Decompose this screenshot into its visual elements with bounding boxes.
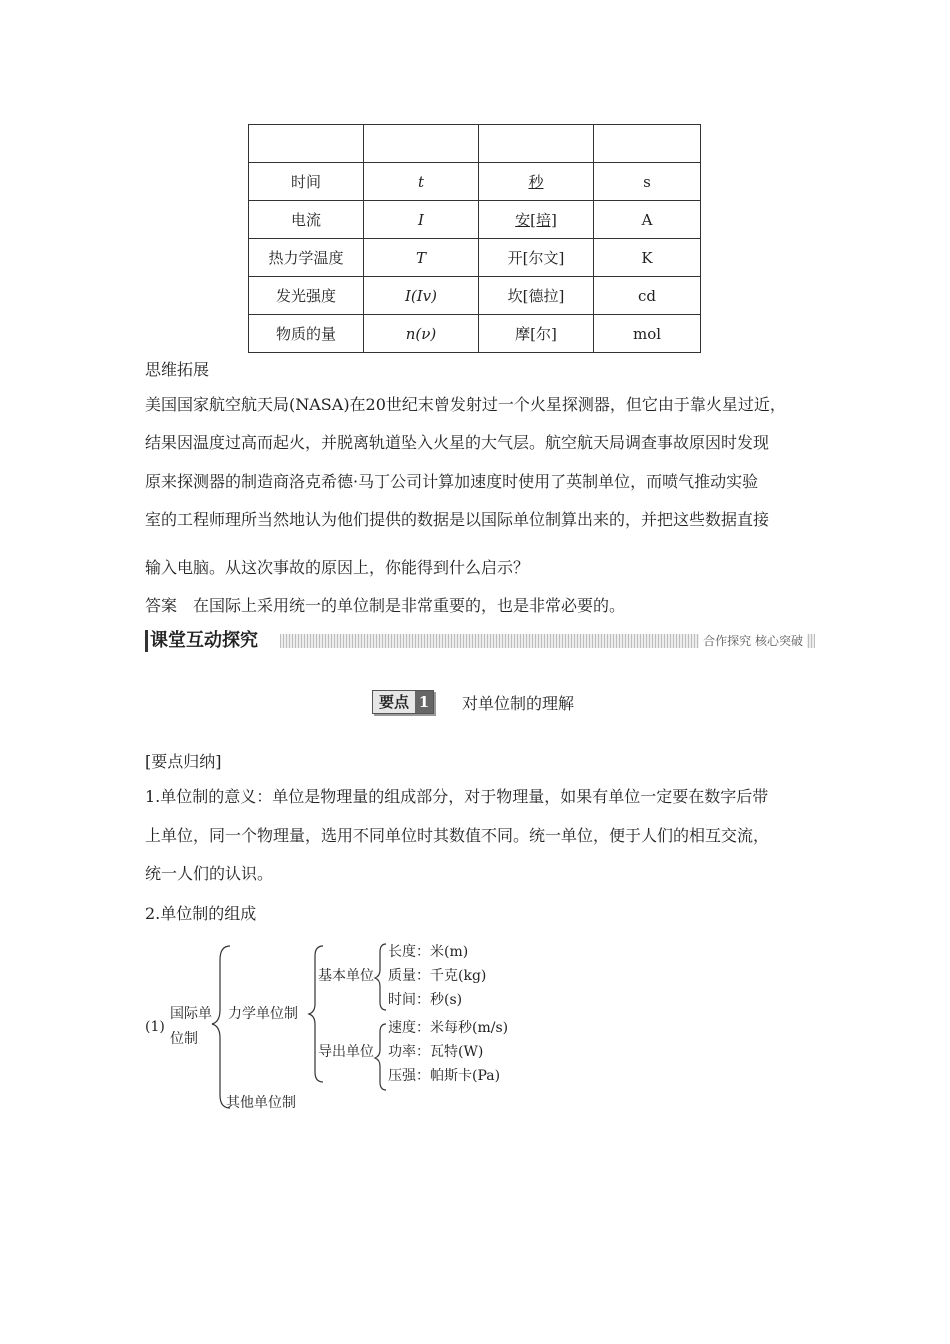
section-banner — [145, 630, 815, 652]
tree-index: (1) — [145, 1019, 165, 1035]
tree-root-line1: 国际单 — [170, 1006, 212, 1022]
table-cell — [364, 125, 479, 163]
point-badge — [372, 690, 434, 714]
table-cell: 物质的量 — [249, 315, 364, 353]
units-table — [248, 124, 701, 353]
table-cell: K — [594, 239, 701, 277]
table-cell — [594, 125, 701, 163]
tree-leaf: 压强：帕斯卡(Pa) — [388, 1068, 501, 1084]
thinking-heading: 思维拓展 — [145, 360, 210, 379]
paragraph-line: 美国国家航空航天局(NASA)在20世纪末曾发射过一个火星探测器，但它由于靠火星过近， — [145, 395, 786, 414]
table-cell: A — [594, 201, 701, 239]
table-row — [249, 315, 701, 353]
tree-derived: 导出单位 — [318, 1044, 374, 1060]
table-cell: cd — [594, 277, 701, 315]
tree-leaf: 功率：瓦特(W) — [388, 1044, 484, 1060]
table-cell: t — [364, 163, 479, 201]
paragraph-line: 输入电脑。从这次事故的原因上，你能得到什么启示？ — [145, 558, 530, 577]
banner-subtitle: 合作探究 核心突破 — [699, 632, 807, 650]
paragraph-line: 室的工程师理所当然地认为他们提供的数据是以国际单位制算出来的，并把这些数据直接 — [145, 510, 770, 529]
tree-leaf: 质量：千克(kg) — [388, 968, 487, 984]
table-cell: 安[培] — [479, 201, 594, 239]
table-row — [249, 239, 701, 277]
table-row — [249, 163, 701, 201]
tree-basic: 基本单位 — [318, 968, 374, 984]
table-cell: T — [364, 239, 479, 277]
table-cell: 发光强度 — [249, 277, 364, 315]
table-cell: n(ν) — [364, 315, 479, 353]
table-cell — [479, 125, 594, 163]
table-cell: mol — [594, 315, 701, 353]
table-cell: 电流 — [249, 201, 364, 239]
paragraph-line: 2.单位制的组成 — [145, 904, 257, 923]
paragraph-line: 结果因温度过高而起火，并脱离轨道坠入火星的大气层。航空航天局调查事故原因时发现 — [145, 433, 770, 452]
tree-leaf: 时间：秒(s) — [388, 992, 463, 1008]
paragraph-line: 原来探测器的制造商洛克希德·马丁公司计算加速度时使用了英制单位，而喷气推动实验 — [145, 472, 759, 491]
table-row — [249, 201, 701, 239]
summary-heading: [要点归纳] — [145, 752, 222, 771]
table-cell: 时间 — [249, 163, 364, 201]
table-row — [249, 277, 701, 315]
tree-leaf: 速度：米每秒(m/s) — [388, 1020, 509, 1036]
table-cell: s — [594, 163, 701, 201]
point-number: 1 — [415, 691, 433, 713]
tree-leaf: 长度：米(m) — [388, 944, 469, 960]
point-title: 对单位制的理解 — [462, 694, 575, 713]
table-cell: 秒 — [479, 163, 594, 201]
paragraph-line: 上单位，同一个物理量，选用不同单位时其数值不同。统一单位，便于人们的相互交流， — [145, 826, 770, 845]
table-cell: 热力学温度 — [249, 239, 364, 277]
table-cell — [249, 125, 364, 163]
table-row — [249, 125, 701, 163]
table-cell: 摩[尔] — [479, 315, 594, 353]
table-cell: 开[尔文] — [479, 239, 594, 277]
table-cell: I — [364, 201, 479, 239]
tree-mech: 力学单位制 — [228, 1006, 298, 1022]
tree-other: 其他单位制 — [226, 1095, 296, 1111]
paragraph-line: 统一人们的认识。 — [145, 864, 274, 883]
point-label: 要点 — [373, 691, 415, 713]
banner-title: 课堂互动探究 — [145, 630, 262, 652]
paragraph-line: 1.单位制的意义：单位是物理量的组成部分，对于物理量，如果有单位一定要在数字后带 — [145, 787, 769, 806]
table-cell: I(Iv) — [364, 277, 479, 315]
tree-root-line2: 位制 — [170, 1031, 198, 1047]
table-cell: 坎[德拉] — [479, 277, 594, 315]
answer-text: 答案 在国际上采用统一的单位制是非常重要的，也是非常必要的。 — [145, 596, 626, 615]
